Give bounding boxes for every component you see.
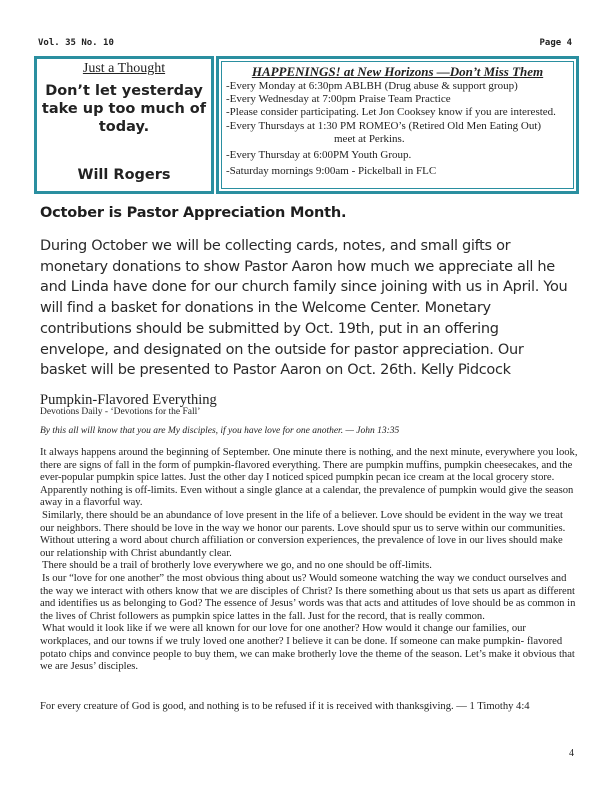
october-heading: October is Pastor Appreciation Month. (40, 205, 347, 221)
happenings-inner-frame (221, 61, 574, 189)
happenings-item: -Every Thursdays at 1:30 PM ROMEO’s (Retired Old Men Eating Out) (226, 119, 542, 132)
devotion-paragraph: Similarly, there should be an abundance of love present in the life of a believer. Love should be evident in the way we treat our neighbors. There should be love in the way we honor our parents. Love should spur us to serve within our communities. Without uttering a word about church affiliation or conversion experiences, the prevalence of love in our lives should make our relationship with Christ abundantly clear. (40, 509, 566, 559)
happenings-item: -Every Thursday at 6:00PM Youth Group. (226, 149, 412, 162)
volume-label: Vol. 35 No. 10 (38, 38, 114, 48)
happenings-item: -Please consider participating. Let Jon Cooksey know if you are interested. (226, 106, 556, 119)
devotion-paragraph: Is our “love for one another” the most obvious thing about us? Would someone watching the way we conduct ourselves and the way we interact with others know that we are disciples of Christ? Is there something about us that sets us apart as different and identifies us as belonging to God? The essence of Jesus’ words was that acts and attitudes of love should be as common in the lives of Christ followers as pumpkin spice lattes in the fall. Just for the record, that is really common. (40, 572, 576, 622)
thought-quote: Don’t let yesterday take up too much of today. (41, 83, 207, 135)
devotion-paragraph: There should be a trail of brotherly love everywhere we go, and no one should be off-limits. (42, 560, 432, 572)
devotion-closing: For every creature of God is good, and nothing is to be refused if it is received with thanksgiving. — 1 Timothy 4:4 (40, 701, 530, 712)
page-label: Page 4 (539, 38, 572, 48)
devotion-source: Devotions Daily - ‘Devotions for the Fall’ (40, 407, 201, 417)
devotion-paragraph: What would it look like if we were all known for our love for one another? How would it change our families, our workplaces, and our towns if we truly loved one another? I believe it can be done. If someone can make pumpkin- flavored potato chips and convince people to buy them, we can make brotherly love the theme of the season. Let’s make it obvious that we are Jesus’ disciples. (40, 623, 575, 673)
happenings-title: HAPPENINGS! at New Horizons —Don’t Miss Them (251, 64, 544, 79)
october-body: During October we will be collecting cards, notes, and small gifts or monetary donations to show Pastor Aaron how much we appreciate all he and Linda have done for our church family since joining with us in April. You will find a basket for donations in the Welcome Center. Monetary contributions should be submitted by Oct. 19th, put in an offering envelope, and designated on the outside for pastor appreciation. Our basket will be presented to Pastor Aaron on Oct. 26th. Kelly Pidcock (40, 238, 568, 379)
happenings-item: -Every Wednesday at 7:00pm Praise Team Practice (226, 93, 451, 106)
page-number: 4 (569, 748, 574, 759)
happenings-list (226, 80, 569, 178)
devotion-title: Pumpkin-Flavored Everything (40, 392, 217, 408)
devotion-verse: By this all will know that you are My disciples, if you have love for one another. — John 13:35 (40, 426, 400, 436)
thought-author: Will Rogers (77, 167, 171, 183)
devotion-body (40, 447, 578, 674)
happenings-box (216, 56, 579, 194)
happenings-item: -Every Monday at 6:30pm ABLBH (Drug abuse & support group) (226, 80, 518, 92)
thought-title: Just a Thought (82, 61, 166, 76)
devotion-paragraph: It always happens around the beginning of September. One minute there is nothing, and the next minute, everywhere you look, there are signs of fall in the form of pumpkin-flavored everything. There are pumpkin muffins, pumpkin cheesecakes, and the ever-popular pumpkin spice lattes. Just the other day I noticed spiced pumpkin pecan ice cream at the local grocery store. Apparently nothing is off-limits. Even without a single glance at a calendar, the prevalence of pumpkin would give the season away in a flavorful way. (40, 447, 578, 509)
happenings-item: -Saturday mornings 9:00am - Pickelball in FLC (226, 165, 437, 178)
thought-box (34, 56, 214, 194)
happenings-item: meet at Perkins. (334, 132, 405, 145)
